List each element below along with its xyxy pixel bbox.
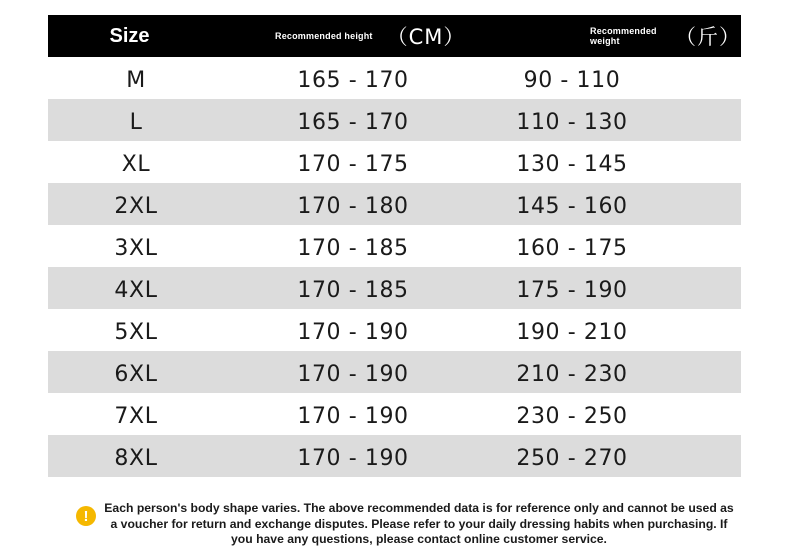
table-body [48, 57, 741, 477]
table-row [48, 435, 741, 477]
height-cell: 170 - 180 [297, 193, 409, 219]
header-size-label: Size [109, 24, 150, 47]
height-cell: 170 - 185 [297, 277, 409, 303]
header-weight-label: Recommended weight [590, 26, 657, 46]
header-height-label: Recommended height [275, 31, 373, 41]
header-size [48, 15, 214, 57]
height-cell: 170 - 185 [297, 235, 409, 261]
disclaimer-note [76, 501, 736, 548]
height-cell: 170 - 190 [297, 361, 409, 387]
weight-cell: 250 - 270 [516, 445, 628, 471]
size-cell: XL [121, 151, 151, 177]
height-cell: 165 - 170 [297, 109, 409, 135]
header-weight-unit: （斤） [675, 25, 741, 49]
header-weight [590, 15, 741, 57]
size-cell: 4XL [114, 277, 158, 303]
table-row [48, 57, 741, 99]
table-row [48, 309, 741, 351]
height-cell: 170 - 190 [297, 403, 409, 429]
table-row [48, 393, 741, 435]
weight-cell: 110 - 130 [516, 109, 628, 135]
weight-cell: 160 - 175 [516, 235, 628, 261]
disclaimer-text: Each person's body shape varies. The above recommended data is for reference only and cannot be used as a voucher for return and exchange disputes. Please refer to your daily dressing habits when purchasing. If you have any questions, please contact online customer service. [104, 501, 734, 546]
weight-cell: 230 - 250 [516, 403, 628, 429]
height-cell: 170 - 190 [297, 319, 409, 345]
weight-cell: 130 - 145 [516, 151, 628, 177]
table-row [48, 183, 741, 225]
size-cell: 7XL [114, 403, 158, 429]
table-header [48, 15, 741, 57]
weight-cell: 90 - 110 [523, 67, 621, 93]
size-cell: 6XL [114, 361, 158, 387]
size-cell: M [126, 67, 146, 93]
exclamation-glyph: ! [83, 507, 89, 525]
weight-cell: 145 - 160 [516, 193, 628, 219]
header-height-unit: （CM） [386, 25, 466, 49]
size-cell: 8XL [114, 445, 158, 471]
table-row [48, 225, 741, 267]
weight-cell: 210 - 230 [516, 361, 628, 387]
exclamation-icon [76, 506, 96, 526]
table-row [48, 99, 741, 141]
height-cell: 170 - 190 [297, 445, 409, 471]
table-row [48, 141, 741, 183]
table-row [48, 267, 741, 309]
size-chart-table [48, 15, 741, 477]
size-cell: 3XL [114, 235, 158, 261]
height-cell: 165 - 170 [297, 67, 409, 93]
table-row [48, 351, 741, 393]
height-cell: 170 - 175 [297, 151, 409, 177]
header-height [214, 15, 590, 57]
size-cell: 2XL [114, 193, 158, 219]
weight-cell: 175 - 190 [516, 277, 628, 303]
weight-cell: 190 - 210 [516, 319, 628, 345]
size-cell: L [129, 109, 143, 135]
size-cell: 5XL [114, 319, 158, 345]
